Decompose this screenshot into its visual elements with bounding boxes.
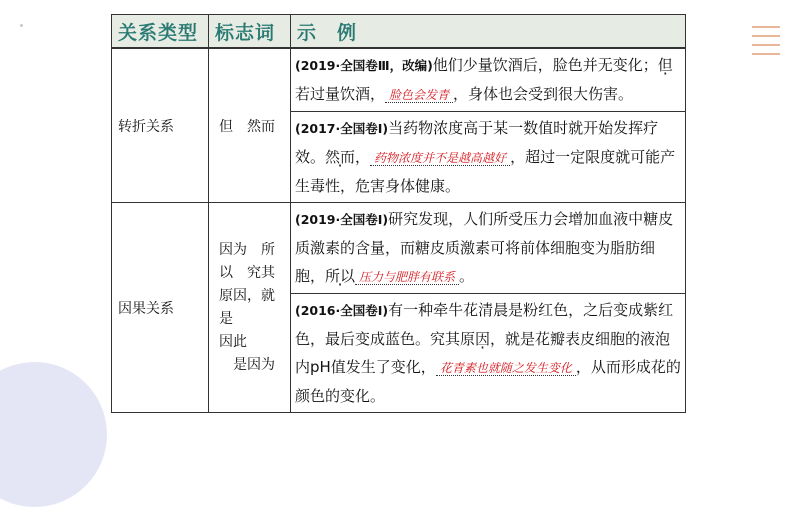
example-source: (2019·全国卷Ⅰ) bbox=[295, 212, 389, 227]
example-text: ，身体也会受到很大伤害。 bbox=[453, 85, 634, 103]
example-text: ， bbox=[355, 148, 371, 166]
example-cell bbox=[291, 48, 686, 112]
decorative-dot bbox=[20, 24, 23, 27]
example-text: 有一种牵牛花清晨是粉红色，之后变成紫红色，最后变成蓝色。 bbox=[295, 301, 674, 348]
example-source: (2017·全国卷Ⅰ) bbox=[295, 121, 389, 136]
example-cell bbox=[291, 294, 686, 413]
marker-line: 因此 bbox=[219, 333, 247, 350]
example-cell bbox=[291, 112, 686, 203]
table-row bbox=[112, 48, 686, 112]
relation-table bbox=[111, 14, 686, 413]
example-text: 研究发现，人们所受压力会增加血液中糖皮质激素的含量，而糖皮质激素可将前体细胞变为脂肪细胞， bbox=[295, 210, 674, 285]
example-text: 他们少量饮酒后，脸色并无变化； bbox=[432, 56, 658, 74]
emphasized-marker: 所以 bbox=[325, 267, 356, 285]
marker-line: 是 bbox=[219, 310, 233, 327]
example-text: 若过量饮酒， bbox=[295, 85, 386, 103]
header-marker: 标志词 bbox=[209, 15, 291, 49]
handwritten-answer: 花青素也就随之发生变化 bbox=[436, 361, 576, 376]
handwritten-answer: 药物浓度并不是越高越好 bbox=[370, 151, 510, 166]
example-text: 。 bbox=[459, 267, 475, 285]
example-text: 当药物浓度高于某一数值时就开始发挥疗效。 bbox=[295, 119, 659, 166]
emphasized-marker: 究其原因，就是 · bbox=[430, 330, 535, 348]
example-text: ，超过一定限度就可能产生毒性，危害身体健康。 bbox=[295, 148, 676, 195]
header-example: 示 例 bbox=[291, 15, 686, 49]
table-header-row bbox=[112, 15, 686, 49]
emphasized-marker: 然而 bbox=[325, 148, 356, 166]
example-source: (2019·全国卷Ⅲ，改编) bbox=[295, 58, 433, 73]
menu-lines-decoration bbox=[752, 26, 780, 62]
example-cell bbox=[291, 203, 686, 294]
handwritten-answer: 压力与肥胖有联系 bbox=[355, 270, 459, 285]
example-text: 花瓣表皮细胞的液泡内pH值发生了变化， bbox=[295, 330, 671, 376]
type-cell-cause: 因果关系 bbox=[112, 203, 209, 413]
header-type: 关系类型 bbox=[112, 15, 209, 49]
type-cell-contrast: 转折关系 bbox=[112, 48, 209, 203]
marker-line: 以 究其 bbox=[219, 264, 275, 281]
table-row bbox=[112, 203, 686, 294]
emphasized-marker: 但 bbox=[657, 56, 673, 74]
example-text: ，从而形成花的颜色的变化。 bbox=[295, 358, 681, 405]
decorative-circle bbox=[0, 362, 107, 507]
marker-cell-cause bbox=[209, 203, 291, 413]
marker-line: 是因为 bbox=[219, 356, 275, 373]
marker-line: 因为 所 bbox=[219, 241, 275, 258]
marker-cell-contrast: 但 然而 bbox=[209, 48, 291, 203]
marker-line: 原因，就 bbox=[219, 287, 275, 304]
handwritten-answer: 脸色会发青 bbox=[385, 88, 453, 103]
example-source: (2016·全国卷Ⅰ) bbox=[295, 303, 389, 318]
